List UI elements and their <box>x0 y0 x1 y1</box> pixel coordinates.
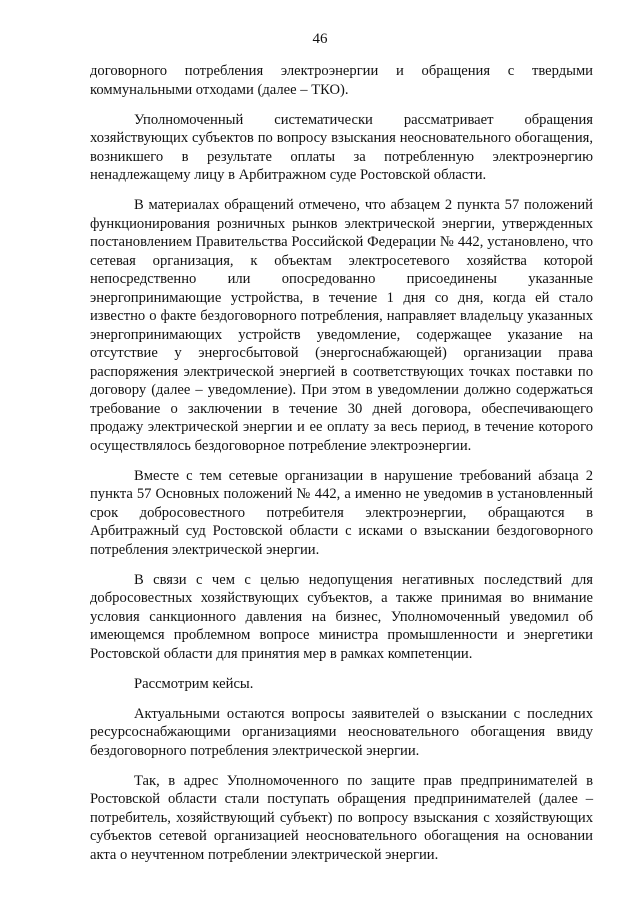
page-body <box>90 62 593 876</box>
paragraph-continuation: договорного потребления электроэнергии и обращения с твердыми коммунальными отходами (далее – ТКО). <box>90 63 593 98</box>
paragraph: Вместе с тем сетевые организации в нарушение требований абзаца 2 пункта 57 Основных положений № 442, а именно не уведомив в установленный срок добросовестного потребителя электроэнергии, обращаются в Арбитражный суд Ростовской области с исками о взыскании бездоговорного потребления электрической энергии. <box>90 467 593 558</box>
paragraph: В материалах обращений отмечено, что абзацем 2 пункта 57 положений функционирования розничных рынков электрической энергии, утвержденных постановлением Правительства Российской Федерации № 442, установлено, что сетевая организация, к объектам электросетевого хозяйства которой непосредственно или опосредованно присоединены указанные энергопринимающие устройства, в течение 1 дня со дня, когда ей стало известно о факте бездоговорного потребления, направляет владельцу указанных энергопринимающих устройств уведомление, содержащее указание на отсутствие у энергосбытовой (энергоснабжающей) организации права распоряжения электрической энергией в соответствующих точках поставки по договору (далее – уведомление). При этом в уведомлении должно содержаться требование о заключении в течение 30 дней договора, обеспечивающего продажу электрической энергии и ее оплату за весь период, в течение которого осуществлялось бездоговорное потребление электроэнергии. <box>90 197 593 454</box>
paragraph: Так, в адрес Уполномоченного по защите прав предпринимателей в Ростовской области стали поступать обращения предпринимателей (далее – потребитель, хозяйствующий субъект) по вопросу взыскания с хозяйствующих субъектов сетевой организацией неосновательного обогащения на основании акта о неучтенном потреблении электрической энергии. <box>90 772 593 863</box>
paragraph: Актуальными остаются вопросы заявителей о взыскании с последних ресурсоснабжающими организациями неосновательного обогащения ввиду бездоговорного потребления электрической энергии. <box>90 705 593 759</box>
paragraph: Рассмотрим кейсы. <box>134 675 254 692</box>
page-number: 46 <box>312 31 328 47</box>
paragraph: Уполномоченный систематически рассматривает обращения хозяйствующих субъектов по вопросу взыскания неосновательного обогащения, возникшего в результате оплаты за потребленную электроэнергию ненадлежащему лицу в Арбитражном суде Ростовской области. <box>90 111 593 183</box>
paragraph: В связи с чем с целью недопущения негативных последствий для добросовестных хозяйствующих субъектов, а также принимая во внимание условия санкционного давления на бизнес, Уполномоченный уведомил об имеющемся проблемном вопросе министра промышленности и энергетики Ростовской области для принятия мер в рамках компетенции. <box>90 571 593 662</box>
